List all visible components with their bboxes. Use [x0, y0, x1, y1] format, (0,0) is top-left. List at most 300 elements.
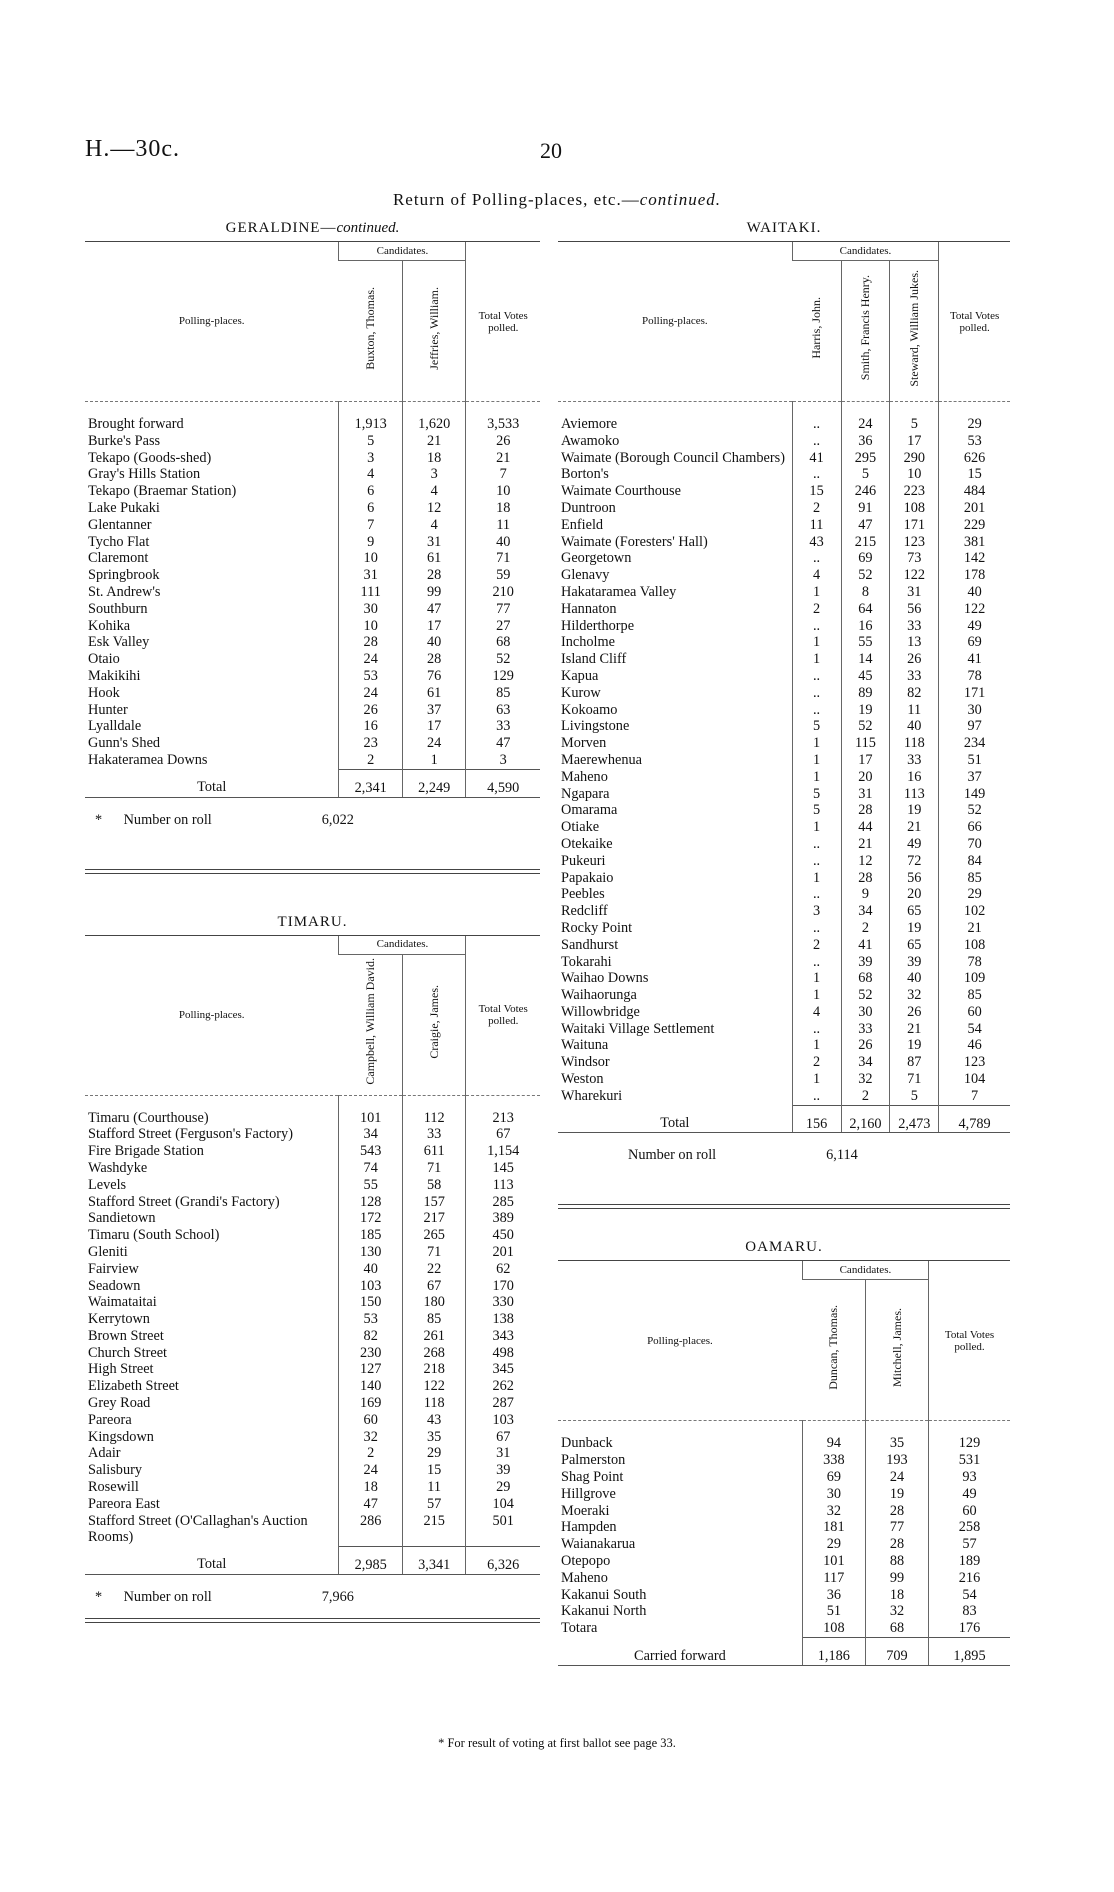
polling-places-header: Polling-places. — [558, 1261, 802, 1421]
left-column — [85, 220, 540, 1623]
roll-label: Number on roll — [123, 1588, 212, 1605]
vote-count: 61 — [402, 685, 465, 702]
vote-count: 18 — [339, 1479, 402, 1496]
total-value: 2,985 — [339, 1546, 402, 1574]
vote-count: 142 — [939, 550, 1010, 567]
table-row — [558, 1587, 1010, 1604]
table-row — [558, 601, 1010, 618]
vote-count: 85 — [466, 685, 540, 702]
polling-place: Enfield — [561, 516, 604, 533]
vote-count: 109 — [939, 970, 1010, 987]
candidate-name: Craigie, James. — [426, 984, 441, 1059]
polling-place: Waituna — [561, 1037, 609, 1054]
total-value: 709 — [865, 1638, 928, 1666]
vote-count: 8 — [841, 584, 890, 601]
table-row — [85, 1095, 540, 1126]
polling-place: Elizabeth Street — [88, 1378, 179, 1395]
table-row — [558, 1570, 1010, 1587]
vote-count: 52 — [841, 987, 890, 1004]
vote-count: 40 — [402, 634, 465, 651]
vote-count: 47 — [402, 601, 465, 618]
vote-count: 104 — [466, 1496, 540, 1513]
candidate-name: Duncan, Thomas. — [826, 1305, 841, 1390]
vote-count: 26 — [890, 1004, 939, 1021]
vote-count: 33 — [890, 752, 939, 769]
vote-count: 113 — [466, 1177, 540, 1194]
table-row — [558, 1553, 1010, 1570]
vote-count: 51 — [939, 752, 1010, 769]
total-row — [558, 1105, 1010, 1133]
polling-place: Windsor — [561, 1054, 610, 1071]
total-value: 3,341 — [402, 1546, 465, 1574]
page-number: 20 — [540, 138, 562, 163]
vote-count: 5 — [792, 718, 841, 735]
vote-count: 74 — [339, 1160, 402, 1177]
vote-count: 9 — [841, 886, 890, 903]
vote-count: .. — [792, 685, 841, 702]
vote-count: 215 — [402, 1513, 465, 1547]
total-value: 2,249 — [402, 769, 465, 797]
table-row — [558, 1519, 1010, 1536]
vote-count: 215 — [841, 534, 890, 551]
vote-count: 122 — [939, 601, 1010, 618]
vote-count: 40 — [466, 534, 540, 551]
vote-count: 58 — [402, 1177, 465, 1194]
vote-count: 32 — [865, 1603, 928, 1620]
vote-count: 41 — [792, 450, 841, 467]
polling-place: Kakanui North — [561, 1603, 647, 1620]
vote-count: 1,913 — [339, 402, 402, 433]
table-row — [85, 567, 540, 584]
polling-place: Hampden — [561, 1519, 617, 1536]
vote-count: 24 — [841, 402, 890, 433]
vote-count: 103 — [339, 1278, 402, 1295]
polling-place: Gray's Hills Station — [88, 466, 201, 483]
table-row — [85, 1345, 540, 1362]
vote-count: 67 — [402, 1278, 465, 1295]
vote-count: 63 — [466, 702, 540, 719]
vote-count: 31 — [890, 584, 939, 601]
vote-count: 69 — [939, 634, 1010, 651]
vote-count: 29 — [939, 886, 1010, 903]
table-row — [558, 836, 1010, 853]
polling-place: Willowbridge — [561, 1003, 640, 1020]
total-row — [85, 769, 540, 797]
vote-count: 94 — [802, 1421, 865, 1452]
vote-count: 17 — [402, 718, 465, 735]
vote-count: 229 — [939, 517, 1010, 534]
table-row — [558, 618, 1010, 635]
vote-count: 93 — [929, 1469, 1010, 1486]
total-value: 2,160 — [841, 1105, 890, 1133]
vote-count: 7 — [339, 517, 402, 534]
vote-count: 82 — [339, 1328, 402, 1345]
vote-count: 1 — [792, 735, 841, 752]
vote-count: 12 — [402, 500, 465, 517]
timaru-number-on-roll — [85, 1589, 540, 1606]
vote-count: 450 — [466, 1227, 540, 1244]
vote-count: 33 — [841, 1021, 890, 1038]
table-row — [558, 1037, 1010, 1054]
vote-count: 19 — [865, 1486, 928, 1503]
vote-count: 130 — [339, 1244, 402, 1261]
vote-count: 123 — [890, 534, 939, 551]
table-row — [558, 903, 1010, 920]
vote-count: 28 — [841, 802, 890, 819]
table-row — [558, 954, 1010, 971]
table-row — [558, 937, 1010, 954]
table-row — [85, 1278, 540, 1295]
vote-count: 66 — [939, 819, 1010, 836]
table-row — [85, 668, 540, 685]
candidate-name: Smith, Francis Henry. — [858, 275, 873, 381]
vote-count: 39 — [466, 1462, 540, 1479]
polling-place: Seadown — [88, 1277, 141, 1294]
polling-place: Waimate (Borough Council Chambers) — [561, 449, 785, 466]
table-row — [558, 802, 1010, 819]
vote-count: 18 — [865, 1587, 928, 1604]
vote-count: 55 — [339, 1177, 402, 1194]
vote-count: 30 — [339, 601, 402, 618]
vote-count: 1 — [792, 1071, 841, 1088]
polling-place: Livingstone — [561, 718, 630, 735]
vote-count: 268 — [402, 1345, 465, 1362]
polling-place: Waianakarua — [561, 1536, 636, 1553]
vote-count: 498 — [466, 1345, 540, 1362]
table-row — [558, 1004, 1010, 1021]
vote-count: 47 — [841, 517, 890, 534]
vote-count: .. — [792, 433, 841, 450]
geraldine-title: GERALDINE—continued. — [225, 220, 400, 236]
vote-count: 2 — [339, 752, 402, 769]
footnote: * For result of voting at first ballot see page 33. — [438, 1736, 676, 1750]
vote-count: 24 — [339, 1462, 402, 1479]
vote-count: 3 — [339, 450, 402, 467]
vote-count: .. — [792, 466, 841, 483]
polling-place: Stafford Street (Ferguson's Factory) — [88, 1126, 293, 1143]
vote-count: 32 — [802, 1503, 865, 1520]
polling-place: Hilderthorpe — [561, 617, 635, 634]
table-row — [558, 483, 1010, 500]
vote-count: 85 — [939, 987, 1010, 1004]
vote-count: 28 — [865, 1503, 928, 1520]
vote-count: 52 — [939, 802, 1010, 819]
geraldine-table — [85, 241, 540, 798]
waitaki-title: WAITAKI. — [746, 220, 822, 236]
vote-count: 1 — [792, 970, 841, 987]
vote-count: 62 — [466, 1261, 540, 1278]
polling-place: Stafford Street (Grandi's Factory) — [88, 1193, 280, 1210]
roll-asterisk: * — [95, 1588, 103, 1605]
vote-count: 60 — [339, 1412, 402, 1429]
polling-place: Kerrytown — [88, 1311, 150, 1328]
total-value: 2,341 — [339, 769, 402, 797]
vote-count: 103 — [466, 1412, 540, 1429]
vote-count: 24 — [339, 651, 402, 668]
total-value: 4,789 — [939, 1105, 1010, 1133]
roll-asterisk: * — [95, 811, 103, 828]
vote-count: 213 — [466, 1095, 540, 1126]
vote-count: 29 — [802, 1536, 865, 1553]
vote-count: 85 — [939, 870, 1010, 887]
vote-count: 69 — [841, 550, 890, 567]
vote-count: 5 — [890, 1088, 939, 1105]
vote-count: 52 — [466, 651, 540, 668]
vote-count: 28 — [402, 651, 465, 668]
vote-count: 20 — [890, 886, 939, 903]
table-row — [558, 870, 1010, 887]
vote-count: 21 — [402, 433, 465, 450]
vote-count: 68 — [841, 970, 890, 987]
vote-count: 49 — [890, 836, 939, 853]
vote-count: 35 — [402, 1429, 465, 1446]
polling-place: Springbrook — [88, 567, 160, 584]
total-votes-header: Total Votes polled. — [466, 242, 540, 402]
vote-count: 6 — [339, 500, 402, 517]
vote-count: 29 — [939, 402, 1010, 433]
vote-count: 61 — [402, 550, 465, 567]
vote-count: 138 — [466, 1311, 540, 1328]
total-value: 6,326 — [466, 1546, 540, 1574]
vote-count: 234 — [939, 735, 1010, 752]
section-divider — [558, 1204, 1010, 1209]
vote-count: .. — [792, 402, 841, 433]
polling-place: Ngapara — [561, 785, 610, 802]
table-row — [558, 752, 1010, 769]
polling-place: Peebles — [561, 886, 605, 903]
vote-count: 189 — [929, 1553, 1010, 1570]
vote-count: 39 — [890, 954, 939, 971]
polling-place: Tekapo (Goods-shed) — [88, 449, 212, 466]
table-row — [85, 618, 540, 635]
vote-count: 77 — [466, 601, 540, 618]
vote-count: 484 — [939, 483, 1010, 500]
vote-count: 19 — [841, 702, 890, 719]
table-row — [558, 718, 1010, 735]
vote-count: 27 — [466, 618, 540, 635]
polling-place: Burke's Pass — [88, 432, 161, 449]
table-row — [85, 1210, 540, 1227]
vote-count: 70 — [939, 836, 1010, 853]
vote-count: 2 — [792, 601, 841, 618]
vote-count: 157 — [402, 1194, 465, 1211]
table-row — [558, 466, 1010, 483]
polling-place: Shag Point — [561, 1469, 624, 1486]
polling-place: Dunback — [561, 1435, 613, 1452]
polling-place: Duntroon — [561, 499, 616, 516]
vote-count: 28 — [865, 1536, 928, 1553]
vote-count: 122 — [890, 567, 939, 584]
total-votes-header: Total Votes polled. — [939, 242, 1010, 402]
vote-count: 52 — [841, 718, 890, 735]
table-row — [85, 1378, 540, 1395]
polling-place: Tokarahi — [561, 953, 612, 970]
vote-count: 295 — [841, 450, 890, 467]
vote-count: 29 — [402, 1445, 465, 1462]
vote-count: 5 — [792, 786, 841, 803]
vote-count: 85 — [402, 1311, 465, 1328]
vote-count: 129 — [929, 1421, 1010, 1452]
vote-count: 53 — [339, 668, 402, 685]
candidates-header: Candidates. — [339, 935, 466, 954]
vote-count: 89 — [841, 685, 890, 702]
polling-places-header: Polling-places. — [85, 935, 339, 1095]
vote-count: 230 — [339, 1345, 402, 1362]
table-row — [85, 685, 540, 702]
total-row — [558, 1638, 1010, 1666]
vote-count: 73 — [890, 550, 939, 567]
vote-count: 67 — [466, 1126, 540, 1143]
table-row — [85, 500, 540, 517]
vote-count: 201 — [466, 1244, 540, 1261]
vote-count: 65 — [890, 903, 939, 920]
vote-count: 11 — [402, 1479, 465, 1496]
vote-count: 7 — [466, 466, 540, 483]
vote-count: 381 — [939, 534, 1010, 551]
vote-count: 18 — [466, 500, 540, 517]
vote-count: 4 — [339, 466, 402, 483]
table-row — [558, 920, 1010, 937]
vote-count: 10 — [466, 483, 540, 500]
table-row — [558, 970, 1010, 987]
return-title — [0, 190, 1114, 210]
vote-count: 108 — [939, 937, 1010, 954]
vote-count: .. — [792, 886, 841, 903]
polling-place: Aviemore — [561, 416, 618, 432]
vote-count: 78 — [939, 954, 1010, 971]
polling-place: Waimataitai — [88, 1294, 157, 1311]
vote-count: 24 — [402, 735, 465, 752]
vote-count: .. — [792, 1021, 841, 1038]
vote-count: 43 — [792, 534, 841, 551]
vote-count: 145 — [466, 1160, 540, 1177]
vote-count: 34 — [841, 903, 890, 920]
vote-count: 19 — [890, 920, 939, 937]
vote-count: 88 — [865, 1553, 928, 1570]
table-row — [85, 450, 540, 467]
polling-place: Kohika — [88, 617, 131, 634]
vote-count: 216 — [929, 1570, 1010, 1587]
roll-value: 7,966 — [321, 1588, 354, 1605]
vote-count: 543 — [339, 1143, 402, 1160]
vote-count: 21 — [841, 836, 890, 853]
table-row — [85, 1395, 540, 1412]
vote-count: 46 — [939, 1037, 1010, 1054]
candidate-name: Campbell, William David. — [363, 958, 378, 1085]
vote-count: .. — [792, 550, 841, 567]
table-row — [85, 752, 540, 769]
vote-count: 34 — [339, 1126, 402, 1143]
vote-count: 4 — [792, 567, 841, 584]
vote-count: .. — [792, 920, 841, 937]
vote-count: 67 — [466, 1429, 540, 1446]
vote-count: 1,154 — [466, 1143, 540, 1160]
polling-place: Awamoko — [561, 432, 620, 449]
vote-count: 60 — [929, 1503, 1010, 1520]
table-row — [558, 500, 1010, 517]
polling-place: Kingsdown — [88, 1428, 154, 1445]
vote-count: 21 — [466, 450, 540, 467]
vote-count: 4 — [402, 517, 465, 534]
polling-place: Timaru (South School) — [88, 1227, 220, 1244]
vote-count: 57 — [402, 1496, 465, 1513]
polling-place: Waihao Downs — [561, 970, 649, 987]
polling-place: Gunn's Shed — [88, 735, 161, 752]
candidates-header: Candidates. — [802, 1261, 928, 1280]
vote-count: 14 — [841, 651, 890, 668]
table-row — [558, 702, 1010, 719]
vote-count: 47 — [339, 1496, 402, 1513]
table-row — [558, 987, 1010, 1004]
vote-count: 2 — [841, 920, 890, 937]
vote-count: 343 — [466, 1328, 540, 1345]
vote-count: 40 — [890, 718, 939, 735]
polling-place: Waitaki Village Settlement — [561, 1020, 715, 1037]
vote-count: 286 — [339, 1513, 402, 1547]
vote-count: 287 — [466, 1395, 540, 1412]
vote-count: 3 — [402, 466, 465, 483]
polling-place: Washdyke — [88, 1159, 148, 1176]
polling-place: Brought forward — [88, 416, 184, 432]
polling-place: Sandietown — [88, 1210, 156, 1227]
polling-place: Fire Brigade Station — [88, 1143, 204, 1160]
table-row — [558, 1054, 1010, 1071]
vote-count: 84 — [939, 853, 1010, 870]
vote-count: 178 — [939, 567, 1010, 584]
vote-count: 28 — [841, 870, 890, 887]
vote-count: 17 — [402, 618, 465, 635]
roll-label: Number on roll — [628, 1147, 717, 1164]
vote-count: 21 — [890, 819, 939, 836]
vote-count: 53 — [339, 1311, 402, 1328]
candidate-name: Jeffries, William. — [426, 286, 441, 370]
polling-place: Gleniti — [88, 1243, 128, 1260]
polling-place: Salisbury — [88, 1462, 143, 1479]
return-title-continued: continued. — [639, 190, 722, 209]
table-row — [85, 534, 540, 551]
vote-count: 37 — [939, 769, 1010, 786]
vote-count: 1 — [792, 987, 841, 1004]
vote-count: 36 — [802, 1587, 865, 1604]
vote-count: .. — [792, 836, 841, 853]
vote-count: 501 — [466, 1513, 540, 1547]
table-row — [85, 1429, 540, 1446]
vote-count: 128 — [339, 1194, 402, 1211]
table-row — [558, 786, 1010, 803]
vote-count: 1 — [792, 651, 841, 668]
vote-count: 1 — [792, 870, 841, 887]
vote-count: 180 — [402, 1294, 465, 1311]
vote-count: 44 — [841, 819, 890, 836]
vote-count: 15 — [939, 466, 1010, 483]
total-value: 156 — [792, 1105, 841, 1133]
vote-count: 54 — [939, 1021, 1010, 1038]
vote-count: 611 — [402, 1143, 465, 1160]
vote-count: 18 — [402, 450, 465, 467]
table-row — [85, 1227, 540, 1244]
table-row — [558, 1452, 1010, 1469]
vote-count: 45 — [841, 668, 890, 685]
polling-place: Pareora — [88, 1411, 132, 1428]
vote-count: 16 — [890, 769, 939, 786]
geraldine-number-on-roll — [85, 812, 540, 829]
polling-place: Hakataramea Valley — [561, 583, 677, 600]
polling-place: Hillgrove — [561, 1485, 616, 1502]
polling-place: Omarama — [561, 802, 618, 819]
vote-count: 1 — [792, 634, 841, 651]
vote-count: 16 — [841, 618, 890, 635]
table-row — [558, 402, 1010, 433]
